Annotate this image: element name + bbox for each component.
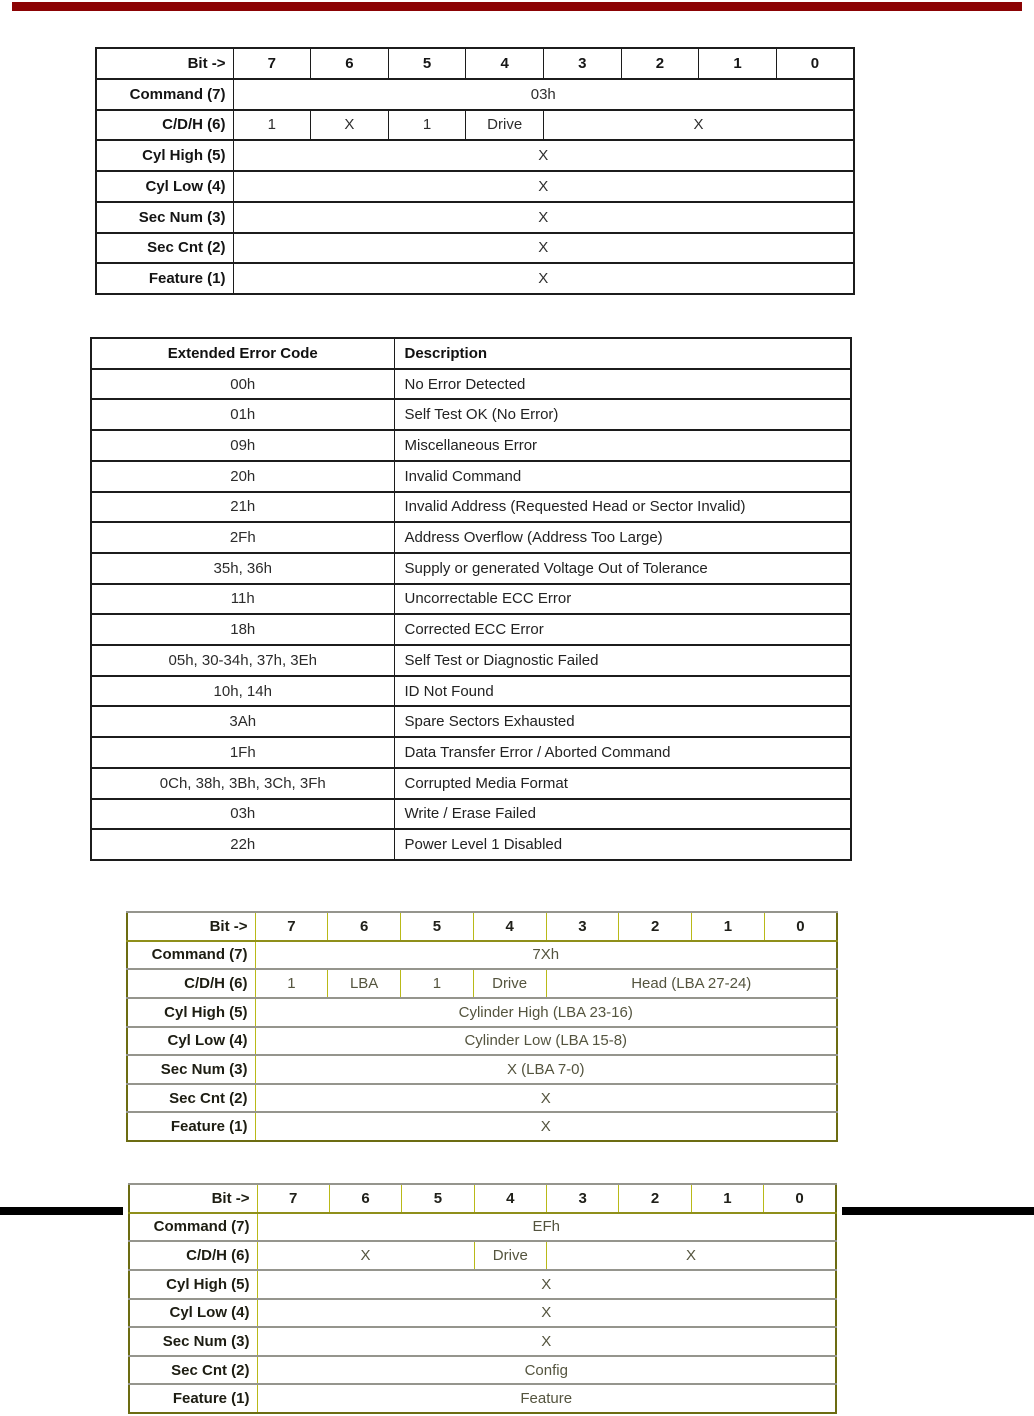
cyl-high-row <box>96 140 854 171</box>
sec-cnt-row <box>127 1084 837 1113</box>
table-row <box>91 553 851 584</box>
value-cell: X <box>257 1241 474 1270</box>
bit-1-header: 1 <box>699 48 777 79</box>
value-cell: X <box>233 202 854 233</box>
error-desc-cell: Address Overflow (Address Too Large) <box>394 522 851 553</box>
value-cell: Drive <box>474 1241 546 1270</box>
error-desc-cell: Self Test or Diagnostic Failed <box>394 645 851 676</box>
row-label-cell: C/D/H (6) <box>129 1241 257 1270</box>
row-label-cell: Sec Num (3) <box>127 1055 255 1084</box>
cyl-low-row <box>129 1299 836 1328</box>
bit-6-header: 6 <box>329 1184 401 1213</box>
bit-1-header: 1 <box>691 1184 763 1213</box>
error-code-cell: 2Fh <box>91 522 394 553</box>
error-desc-cell: Invalid Command <box>394 461 851 492</box>
value-cell: X <box>311 110 389 141</box>
sec-cnt-row <box>96 233 854 264</box>
command-row <box>127 941 837 970</box>
feature-row <box>127 1112 837 1141</box>
table-row <box>91 522 851 553</box>
bit-3-header: 3 <box>546 912 619 941</box>
row-label-cell: Sec Cnt (2) <box>96 233 233 264</box>
value-cell: Cylinder High (LBA 23-16) <box>255 998 837 1027</box>
error-desc-cell: Corrupted Media Format <box>394 768 851 799</box>
left-page-divider-bar <box>0 1207 123 1215</box>
value-cell: Drive <box>466 110 544 141</box>
sec-num-row <box>127 1055 837 1084</box>
error-code-cell: 03h <box>91 799 394 830</box>
row-label-cell: Command (7) <box>129 1213 257 1242</box>
table-row <box>91 645 851 676</box>
value-cell: X <box>233 233 854 264</box>
error-desc-cell: No Error Detected <box>394 369 851 400</box>
table-row <box>91 584 851 615</box>
error-desc-cell: Write / Erase Failed <box>394 799 851 830</box>
bit-0-header: 0 <box>764 912 837 941</box>
bit-2-header: 2 <box>619 1184 691 1213</box>
description-column-header: Description <box>394 338 851 369</box>
row-label-cell: Sec Cnt (2) <box>129 1356 257 1385</box>
value-cell: Head (LBA 27-24) <box>546 969 837 998</box>
row-label-cell: Sec Num (3) <box>129 1327 257 1356</box>
value-cell: X <box>547 1241 837 1270</box>
row-label-cell: Cyl Low (4) <box>127 1027 255 1056</box>
value-cell: 7Xh <box>255 941 837 970</box>
table-row <box>91 799 851 830</box>
bit-header-row <box>96 48 854 79</box>
bit-2-header: 2 <box>621 48 699 79</box>
bit-0-header: 0 <box>776 48 854 79</box>
error-code-cell: 35h, 36h <box>91 553 394 584</box>
value-cell: 1 <box>255 969 328 998</box>
right-page-divider-bar <box>842 1207 1034 1215</box>
row-label-cell: Cyl Low (4) <box>129 1299 257 1328</box>
bit-header-row <box>129 1184 836 1213</box>
table-row <box>91 676 851 707</box>
table-row <box>91 768 851 799</box>
table-row <box>91 706 851 737</box>
error-code-cell: 00h <box>91 369 394 400</box>
error-desc-cell: Supply or generated Voltage Out of Tolerance <box>394 553 851 584</box>
bit-6-header: 6 <box>328 912 401 941</box>
sec-num-row <box>129 1327 836 1356</box>
bit-4-header: 4 <box>473 912 546 941</box>
cdh-row <box>129 1241 836 1270</box>
bit-0-header: 0 <box>764 1184 836 1213</box>
feature-row <box>96 263 854 294</box>
value-cell: X <box>233 140 854 171</box>
row-label-cell: Cyl High (5) <box>129 1270 257 1299</box>
row-label-cell: Cyl High (5) <box>96 140 233 171</box>
table-row <box>91 430 851 461</box>
bit-header-label: Bit -> <box>96 48 233 79</box>
bit-2-header: 2 <box>619 912 692 941</box>
error-code-cell: 09h <box>91 430 394 461</box>
error-code-cell: 01h <box>91 399 394 430</box>
error-desc-cell: Power Level 1 Disabled <box>394 829 851 860</box>
bit-3-header: 3 <box>544 48 622 79</box>
error-code-cell: 20h <box>91 461 394 492</box>
value-cell: X <box>255 1084 837 1113</box>
row-label-cell: Cyl High (5) <box>127 998 255 1027</box>
bit-4-header: 4 <box>474 1184 546 1213</box>
sec-num-row <box>96 202 854 233</box>
row-label-cell: C/D/H (6) <box>96 110 233 141</box>
row-label-cell: Feature (1) <box>127 1112 255 1141</box>
value-cell: LBA <box>328 969 401 998</box>
table-row <box>91 461 851 492</box>
command-03h-register-table <box>95 47 855 295</box>
value-cell: 1 <box>388 110 466 141</box>
bit-header-label: Bit -> <box>127 912 255 941</box>
error-desc-cell: Data Transfer Error / Aborted Command <box>394 737 851 768</box>
bit-7-header: 7 <box>233 48 311 79</box>
row-label-cell: Sec Cnt (2) <box>127 1084 255 1113</box>
table-row <box>91 737 851 768</box>
value-cell: X <box>233 263 854 294</box>
error-desc-cell: Miscellaneous Error <box>394 430 851 461</box>
command-7xh-register-table <box>126 911 838 1142</box>
error-code-cell: 3Ah <box>91 706 394 737</box>
error-desc-cell: Self Test OK (No Error) <box>394 399 851 430</box>
value-cell: 03h <box>233 79 854 110</box>
command-row <box>129 1213 836 1242</box>
value-cell: Feature <box>257 1384 836 1413</box>
bit-7-header: 7 <box>255 912 328 941</box>
error-desc-cell: ID Not Found <box>394 676 851 707</box>
bit-1-header: 1 <box>692 912 765 941</box>
error-code-cell: 18h <box>91 614 394 645</box>
value-cell: X <box>257 1327 836 1356</box>
bit-3-header: 3 <box>547 1184 619 1213</box>
error-desc-cell: Invalid Address (Requested Head or Sector Invalid) <box>394 492 851 523</box>
bit-5-header: 5 <box>402 1184 474 1213</box>
cdh-row <box>127 969 837 998</box>
cyl-low-row <box>127 1027 837 1056</box>
bit-header-row <box>127 912 837 941</box>
bit-4-header: 4 <box>466 48 544 79</box>
bit-7-header: 7 <box>257 1184 329 1213</box>
error-code-cell: 05h, 30-34h, 37h, 3Eh <box>91 645 394 676</box>
bit-6-header: 6 <box>311 48 389 79</box>
row-label-cell: Command (7) <box>127 941 255 970</box>
error-desc-cell: Uncorrectable ECC Error <box>394 584 851 615</box>
sec-cnt-row <box>129 1356 836 1385</box>
error-desc-cell: Spare Sectors Exhausted <box>394 706 851 737</box>
table-row <box>91 492 851 523</box>
row-label-cell: Cyl Low (4) <box>96 171 233 202</box>
row-label-cell: Command (7) <box>96 79 233 110</box>
error-table-header-row <box>91 338 851 369</box>
error-code-cell: 0Ch, 38h, 3Bh, 3Ch, 3Fh <box>91 768 394 799</box>
error-code-cell: 10h, 14h <box>91 676 394 707</box>
row-label-cell: Feature (1) <box>129 1384 257 1413</box>
value-cell: X <box>255 1112 837 1141</box>
cyl-high-row <box>129 1270 836 1299</box>
value-cell: 1 <box>233 110 311 141</box>
bit-5-header: 5 <box>401 912 474 941</box>
table-row <box>91 829 851 860</box>
table-row <box>91 614 851 645</box>
cdh-row <box>96 110 854 141</box>
row-label-cell: Feature (1) <box>96 263 233 294</box>
table-row <box>91 369 851 400</box>
table-row <box>91 399 851 430</box>
value-cell: Drive <box>473 969 546 998</box>
top-red-accent-bar <box>12 2 1022 11</box>
error-code-cell: 1Fh <box>91 737 394 768</box>
cyl-low-row <box>96 171 854 202</box>
error-code-column-header: Extended Error Code <box>91 338 394 369</box>
error-desc-cell: Corrected ECC Error <box>394 614 851 645</box>
value-cell: 1 <box>401 969 474 998</box>
value-cell: X <box>544 110 855 141</box>
value-cell: EFh <box>257 1213 836 1242</box>
bit-header-label: Bit -> <box>129 1184 257 1213</box>
bit-5-header: 5 <box>388 48 466 79</box>
feature-row <box>129 1384 836 1413</box>
cyl-high-row <box>127 998 837 1027</box>
command-efh-register-table <box>128 1183 837 1414</box>
value-cell: X <box>257 1299 836 1328</box>
value-cell: Config <box>257 1356 836 1385</box>
value-cell: X <box>233 171 854 202</box>
error-code-cell: 11h <box>91 584 394 615</box>
value-cell: X <box>257 1270 836 1299</box>
value-cell: Cylinder Low (LBA 15-8) <box>255 1027 837 1056</box>
error-code-cell: 21h <box>91 492 394 523</box>
row-label-cell: Sec Num (3) <box>96 202 233 233</box>
command-row <box>96 79 854 110</box>
error-code-cell: 22h <box>91 829 394 860</box>
row-label-cell: C/D/H (6) <box>127 969 255 998</box>
value-cell: X (LBA 7-0) <box>255 1055 837 1084</box>
extended-error-code-table <box>90 337 852 861</box>
